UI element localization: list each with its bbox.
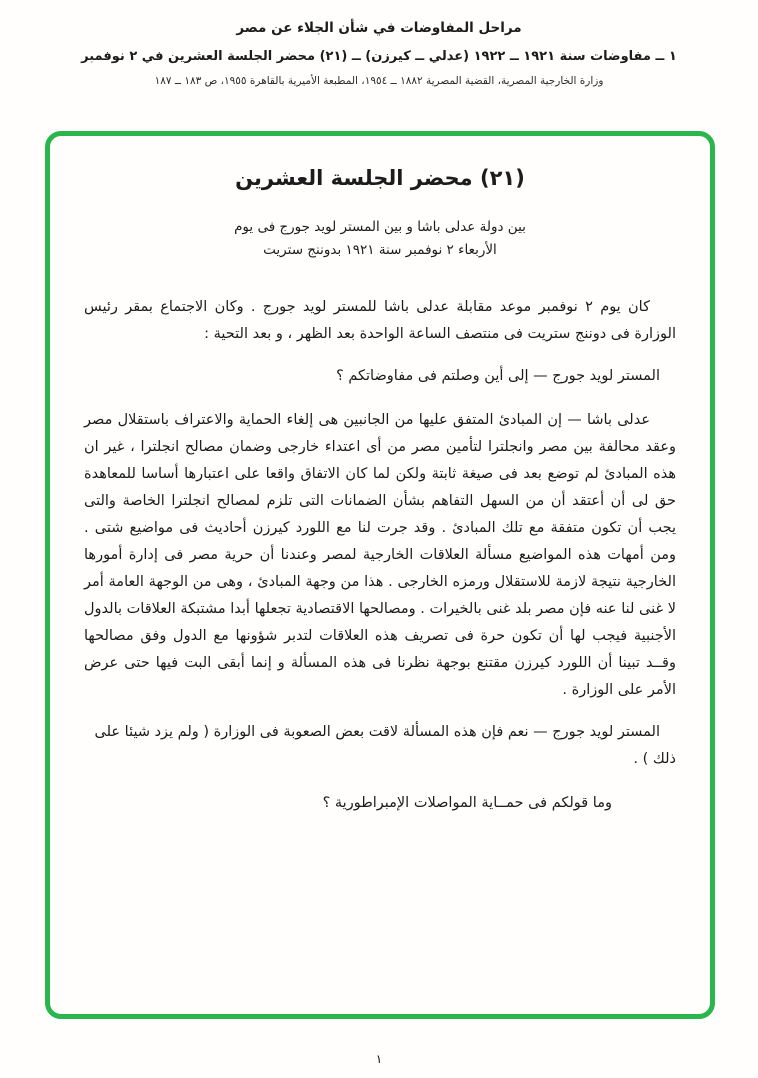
- closing-question: وما قولكم فى حمــاية المواصلات الإمبراطورية ؟: [322, 795, 612, 811]
- header-citation: وزارة الخارجية المصرية، القضية المصرية ١٨٨٢ ــ ١٩٥٤، المطبعة الأميرية بالقاهرة ١٩٥٥، ص ١٨٣ ــ ١٨٧: [154, 75, 604, 87]
- document-subtitle-line2: الأربعاء ٢ نوفمبر سنة ١٩٢١ بدوننج ستريت: [263, 242, 497, 258]
- document-subtitle-line1: بين دولة عدلى باشا و بين المستر لويد جورج فى يوم: [234, 219, 526, 235]
- document-title: (٢١) محضر الجلسة العشرين: [235, 166, 525, 190]
- dialogue-lloyd-george-question: المستر لويد جورج — إلى أين وصلتم فى مفاوضاتكم ؟: [336, 368, 660, 384]
- dialogue-lloyd-george-response: المستر لويد جورج — نعم فإن هذه المسألة لاقت بعض الصعوبة فى الوزارة ( ولم يزد شيئا على ذلك ) .: [94, 724, 676, 767]
- page-header: [0, 0, 758, 87]
- header-subtitle: ١ ــ مفاوضات سنة ١٩٢١ ــ ١٩٢٢ (عدلي ــ كيرزن) ــ (٢١) محضر الجلسة العشرين في ٢ نوفمبر: [81, 49, 677, 64]
- document-subtitle: [84, 216, 676, 262]
- dialogue-adly-pasha-answer: عدلى باشا — إن المبادئ المتفق عليها من الجانبين هى إلغاء الحماية والاعتراف باستقلال مصر وعقد محالفة بين مصر وانجلترا لتأمين مصر من أى اعتداء خارجى وضمان مصالح انجلترا ، غير ان هذه المبادئ لم توضع بعد فى صيغة ثابتة ولكن لما كان الاتفاق واقعا على اعتبارها أساسا للمعاهدة حق لى أن أعتقد أن من السهل التفاهم بشأن الضمانات التى تلزم لمصالح انجلترا الخاصة والتى يجب أن تكون متفقة مع تلك المبادئ . وقد جرت لنا مع اللورد كيرزن أحاديث فى مواضيع شتى . ومن أمهات هذه المواضيع مسألة العلاقات الخارجية لمصر وعندنا أن حرية مصر فى إدارة أمورها الخارجية نتيجة لازمة للاستقلال ورمزه الخارجى . هذا من وجهة المبادئ ، وهى من الوجهة العامة أمر لا غنى لنا عنه فإن مصر بلد غنى بالخيرات . ومصالحها الاقتصادية تجعلها أبدا مشتبكة العلاقات بالدول الأجنبية فيجب لها أن تكون حرة فى تصريف هذه العلاقات لتدبر شؤونها مع الدول وفق مصالحها وقــد تبينا أن اللورد كيرزن مقتنع بوجهة نظرنا فى هذه المسألة و إنما أبقى البت فيها حتى عرض الأمر على الوزارة .: [84, 412, 676, 698]
- page-number: ١: [375, 1052, 383, 1066]
- document-frame: [45, 131, 715, 1019]
- header-title: مراحل المفاوضات في شأن الجلاء عن مصر: [236, 20, 522, 36]
- paragraph-opening: كان يوم ٢ نوفمبر موعد مقابلة عدلى باشا للمستر لويد جورج . وكان الاجتماع بمقر رئيس الوزارة فى دوننج ستريت فى منتصف الساعة الواحدة بعد الظهر ، و بعد التحية :: [84, 299, 676, 342]
